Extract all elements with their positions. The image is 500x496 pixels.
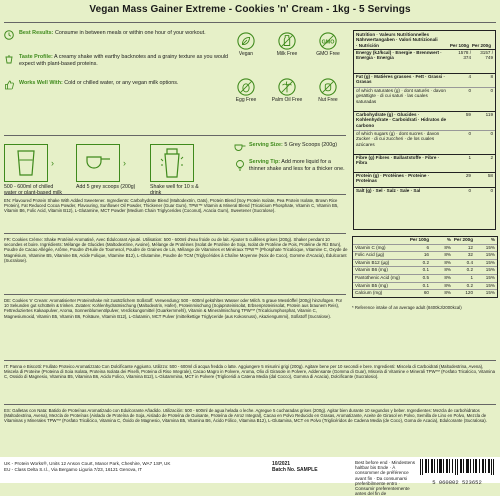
serving-tip-text: Add more liquid for a thinner shake and less for a thicker one.	[249, 159, 345, 172]
shaker-icon	[160, 147, 184, 179]
vitamin-row: Folic Acid (µg) 16 8% 32 15%	[353, 252, 497, 260]
badge-egg-free-label: Egg Free	[235, 97, 257, 103]
scoop-small-icon	[234, 142, 246, 154]
taste-profile-text: A creamy shake with earthy backnotes and a grainy texture as you would expect with plant-based proteins.	[19, 54, 229, 67]
badge-vegan	[228, 32, 264, 57]
lightbulb-icon	[234, 159, 246, 171]
vitamin-row: Vitamin B12 (µg) 0.2 8% 0.4 15%	[353, 260, 497, 268]
nutrition-header: Nutrition · Valeurs Nutritionnelles Nährwertangaben · Valori Nutrizionali · Nutrición Per 100g Per 200g	[354, 31, 495, 50]
lang-block-it: IT: Panna e Biscotti: Frullato Proteico Aromatizzato Con Dolcificante Aggiunto. Utilizzo: 500 - 600ml di acqua fredda o latte. Aggiungere 5 misurini grigi (200g). Agitare bene per 10 secondi e bere. Ingredienti: Miscela di Carboidrati (Maltodestrina, Avena), Miscela di Proteine (Proteina di Soia Isolata, Proteina Isolata dei Piselli, Proteina di Riso Integrale), Cacao Magro in Polvere, Aroma, Olio di Girasole in Polvere, Addensante (Gomma di Guar), Miscela di Vitamine e Minerali TPW™ (Fosfato Tricalcico, Vitamina C, Ossido di Magnesio, Vitamina B5, Vitamina B6, Acido Folico, Vitamina B12), L-Glutammina, MCT in Polvere (Trigliceridi a Catena Media (dal Cocco), Gomma di Acacia), Dolcificante (Sucralosio).	[4, 364, 496, 380]
barcode-bars	[418, 459, 496, 475]
barcode	[418, 459, 496, 486]
serving-info	[234, 142, 346, 177]
taste-profile-label: Taste Profile:	[19, 54, 53, 60]
language-divider	[4, 194, 346, 195]
badge-milk-free	[269, 32, 305, 57]
lot-date: 10/2021	[272, 461, 291, 467]
product-title: Vegan Mass Gainer Extreme - Cookies 'n' Cream - 1kg - 5 Servings	[89, 4, 411, 15]
lang-divider	[4, 294, 346, 295]
works-well-text: Cold or chilled water, or any vegan milk options.	[64, 80, 179, 86]
leaf-icon	[237, 32, 255, 50]
serving-size-label: Serving Size:	[249, 142, 283, 148]
address-block	[4, 461, 214, 473]
nutrition-row-fibre: Fibre (g) Fibres · Ballaststoffe · Fibre · Fibra 1 2	[354, 155, 495, 173]
arrow-icon: ›	[123, 158, 126, 168]
lot-info	[272, 461, 318, 473]
best-results-label: Best Results:	[19, 30, 54, 36]
serving-size-text: 5 Grey Scoops (200g)	[284, 142, 338, 148]
uk-address: UK - Protein Works®, Units 12 Anson Court, Manor Park, Cheshire, WA7 1SP, UK	[4, 461, 171, 466]
badge-palm-oil-free-label: Palm Oil Free	[271, 97, 303, 103]
badge-nut-free-label: Nut Free	[318, 97, 338, 103]
title-divider	[4, 22, 496, 23]
nut-free-icon	[319, 78, 337, 96]
badge-gmo-free	[310, 32, 346, 57]
thumbs-up-icon	[4, 80, 14, 90]
badge-egg-free	[228, 78, 264, 103]
gmo-free-icon	[319, 32, 337, 50]
step-3	[150, 144, 210, 197]
step-2	[76, 144, 136, 190]
lang-divider	[4, 404, 496, 405]
lang-block-de: DE: Cookies 'n' Cream: Aromatisierter Proteinshake mit zusätzlichem Süßstoff. Verwendung: 500 - 600ml gekühltes Wasser oder Milch. 5 graue Messlöffel (200g) hinzufügen. Für 10 Sekunden gut schütteln & trinken. Zutaten: Kohlenhydratmischung (Maltodextrin, Hafer), Proteinmischung (Sojaproteinisolat, Erbsenproteinisolat, Protein aus braunem Reis), Fettreduziertes Kakaopulver, Aroma, Sonnenblumenölpulver, Verdickungsmittel (Guarkernmehl), Vitamin & Mineralmischung TPW™ (Tricalciumphosphat, Vitamin C, Magnesiumoxid, Vitamin B5, Vitamin B6, Folsäure, Vitamin B12), L-Glutamin, MCT Pulver (mittelkettige Triglyceride (aus Kokosnuss), Akaziengummi), Süßstoff (Sucralose).	[4, 298, 343, 319]
badge-vegan-label: Vegan	[238, 51, 254, 57]
label-footer	[0, 457, 500, 496]
dumbbell-icon	[4, 30, 14, 40]
scoop-icon	[83, 151, 113, 175]
taste-icon	[4, 54, 14, 64]
vitamin-row: Vitamin C (mg) 6 8% 12 15%	[353, 245, 497, 253]
badge-milk-free-label: Milk Free	[276, 51, 298, 57]
step-2-label: Add 5 grey scoops (200g)	[76, 184, 136, 190]
taste-profile-row	[4, 54, 229, 68]
vitamin-row: Calcium (mg) 60 8% 120 15%	[355, 290, 495, 296]
nutrition-row-protein: Protein (g) · Protéines · Proteine · Proteínas 29 58	[354, 173, 495, 188]
nutrition-table	[353, 30, 496, 230]
lang-divider	[4, 233, 346, 234]
nutrition-row-energy: Energy (kJ/kcal) · Energie · Brennwert · Energia · Energía 1578 / 374 3157 / 749	[354, 50, 495, 74]
svg-text:GMO: GMO	[321, 39, 335, 46]
arrow-icon: ›	[51, 158, 54, 168]
nutrition-row-saturates: of which saturates (g) · dont saturés · davon gesättigte · di cui saturi · las cuales saturadas 0 0	[354, 88, 495, 112]
step-1	[4, 144, 64, 197]
badge-nut-free	[310, 78, 346, 103]
nutrition-row-sugars: of which sugars (g) · dont sucres · davon Zucker · di cui zuccheri · de los cuales azúcares 0 0	[354, 131, 495, 155]
steps-divider	[4, 135, 346, 136]
barcode-number: 5 060802 523652	[432, 479, 482, 486]
badge-palm-oil-free	[269, 78, 305, 103]
lang-block-en: EN: Flavoured Protein Shake With Added Sweetener. Ingredients: Carbohydrate Blend (Maltodextrin, Oats), Protein Blend (Soy Protein Isolate, Pea Protein Isolate, Brown Rice Protein), Fat Reduced Cocoa Powder, Flavouring, Sunflower Oil Powder, Thickener (Guar Gum), TPW™ Vitamin & Mineral Blend (Tricalcium Phosphate, Vitamin C, Vitamin B5, Vitamin B6, Folic Acid, Vitamin B12), L-Glutamine, MCT Powder (Medium Chain Triglycerides (Coconut), Acacia Gum), Sweetener (Sucralose).	[4, 198, 339, 214]
best-before-text: Best before end · Mindestens haltbar bis Ende · À consommer de préférence avant fin · Da consumarsi preferibilmente entro · Consumir preferentemente antes del fin de	[355, 460, 416, 496]
milk-free-icon	[278, 32, 296, 50]
col-per-200g: Per 200g	[471, 42, 491, 48]
egg-free-icon	[237, 78, 255, 96]
lang-block-fr: FR: Cookies Crème: Shake Protéiné Aromatisé, Avec Édulcorant Ajouté. Utilisation: 500 - 600ml d'eau froide ou de lait. Ajouter 5 cuillères grises (200g). Shaker pendant 10 secondes et boire. Ingrédients: Mélange de Glucides (Maltodextrine, Avoine), Mélange de Protéines (Isolat de Protéine de Soja, Isolat de Protéine de Pois, Protéine de Riz Brun), Poudre de Cacao Allégée, Arôme, Poudre d'Huile de Tournesol, Poudre de Graines de Lin, Mélange de Vitamines et Minéraux TPW™ (Phosphate Tricalcique, Vitamine C, Oxyde de Magnésium, Vitamine B5, Vitamine B6, Acide Folique, Vitamine B12), L-Glutamine, Poudre de TCM (Triglycérides à Chaîne Moyenne (Noix de Coco), Gomme d'Acacia), Édulcorant (Sucralose).	[4, 237, 348, 263]
batch-number: Batch No. SAMPLE	[272, 467, 318, 473]
vitamins-table	[352, 236, 498, 298]
best-results-row	[4, 30, 229, 40]
lang-block-es: ES: Galletas con Nata: Batido de Proteínas Aromatizado con Edulcorante Añadido. Utilización: 500 - 600ml de agua helada o leche. Agregue 5 cucharadas grises (200g). Agitar bien durante 10 segundos y beber. Ingredientes: Mezcla de carbohidratos (Maltodextrina, Avena), Mezcla de Proteínas (Aislado de Proteína de Soja, Aislado de Proteína de Guisante, Proteína de Arroz Integral), Cacao en Polvo Reducido en Grasas, Aromatizante, Aceite de Girasol en Polvo, Semilla de Lino en Polvo, Mezcla de Vitaminas y Minerales TPW™ (Fosfato Tricálcico, Vitamina C, Óxido de Magnesio, Vitamina B5, Vitamina B6, Ácido Fólico, Vitamina B12), L-Glutamina, MCT en Polvo (Triglicéridos de Cadena Media (de Coco), Goma de Acacia), Edulcorante (Sucralosa).	[4, 408, 487, 424]
vitamin-row: Vitamin B5 (mg) 0.1 8% 0.2 15%	[353, 283, 497, 291]
palm-tree-icon	[278, 78, 296, 96]
badge-gmo-free-label: GMO Free	[316, 51, 340, 57]
step-1-label: 500 - 600ml of chilled	[4, 184, 54, 190]
nutrition-row-fat: Fat (g) · Matières grasses · Fett · Grassi · Grasas 4 8	[354, 74, 495, 88]
glass-icon	[15, 148, 37, 178]
col-per-100g: Per 100g	[449, 42, 469, 48]
serving-tip-label: Serving Tip:	[249, 159, 281, 165]
reference-intake-note: * Reference intake of an average adult (8400kJ/2000kcal)	[352, 305, 462, 310]
works-well-row	[4, 80, 229, 90]
vitamin-row: Vitamin B6 (mg) 0.1 8% 0.2 15%	[353, 267, 497, 275]
lang-divider	[4, 360, 496, 361]
eu-address: EU - Class Delta S.r.l., Via Bergamo Liguria 7/23, 16121 Genova, IT	[4, 467, 143, 472]
nutrition-row-carbohydrate: Carbohydrate (g) · Glucides · Kohlenhydrate · Carboidrati · Hidratos de carbono 59 119	[354, 112, 495, 131]
best-results-text: Consume in between meals or within one hour of your workout.	[54, 30, 206, 36]
step-3-label: Shake well for 10 s &	[150, 184, 199, 190]
vitamins-header: Per 100g % Per 200g %	[353, 237, 497, 245]
works-well-label: Works Well With:	[19, 80, 63, 86]
nutrition-row-salt: Salt (g) · Sel · Salz · Sale · Sal 0 0	[356, 188, 493, 194]
vitamin-row: Pantothenic Acid (mg) 0.5 8% 1 15%	[353, 275, 497, 283]
